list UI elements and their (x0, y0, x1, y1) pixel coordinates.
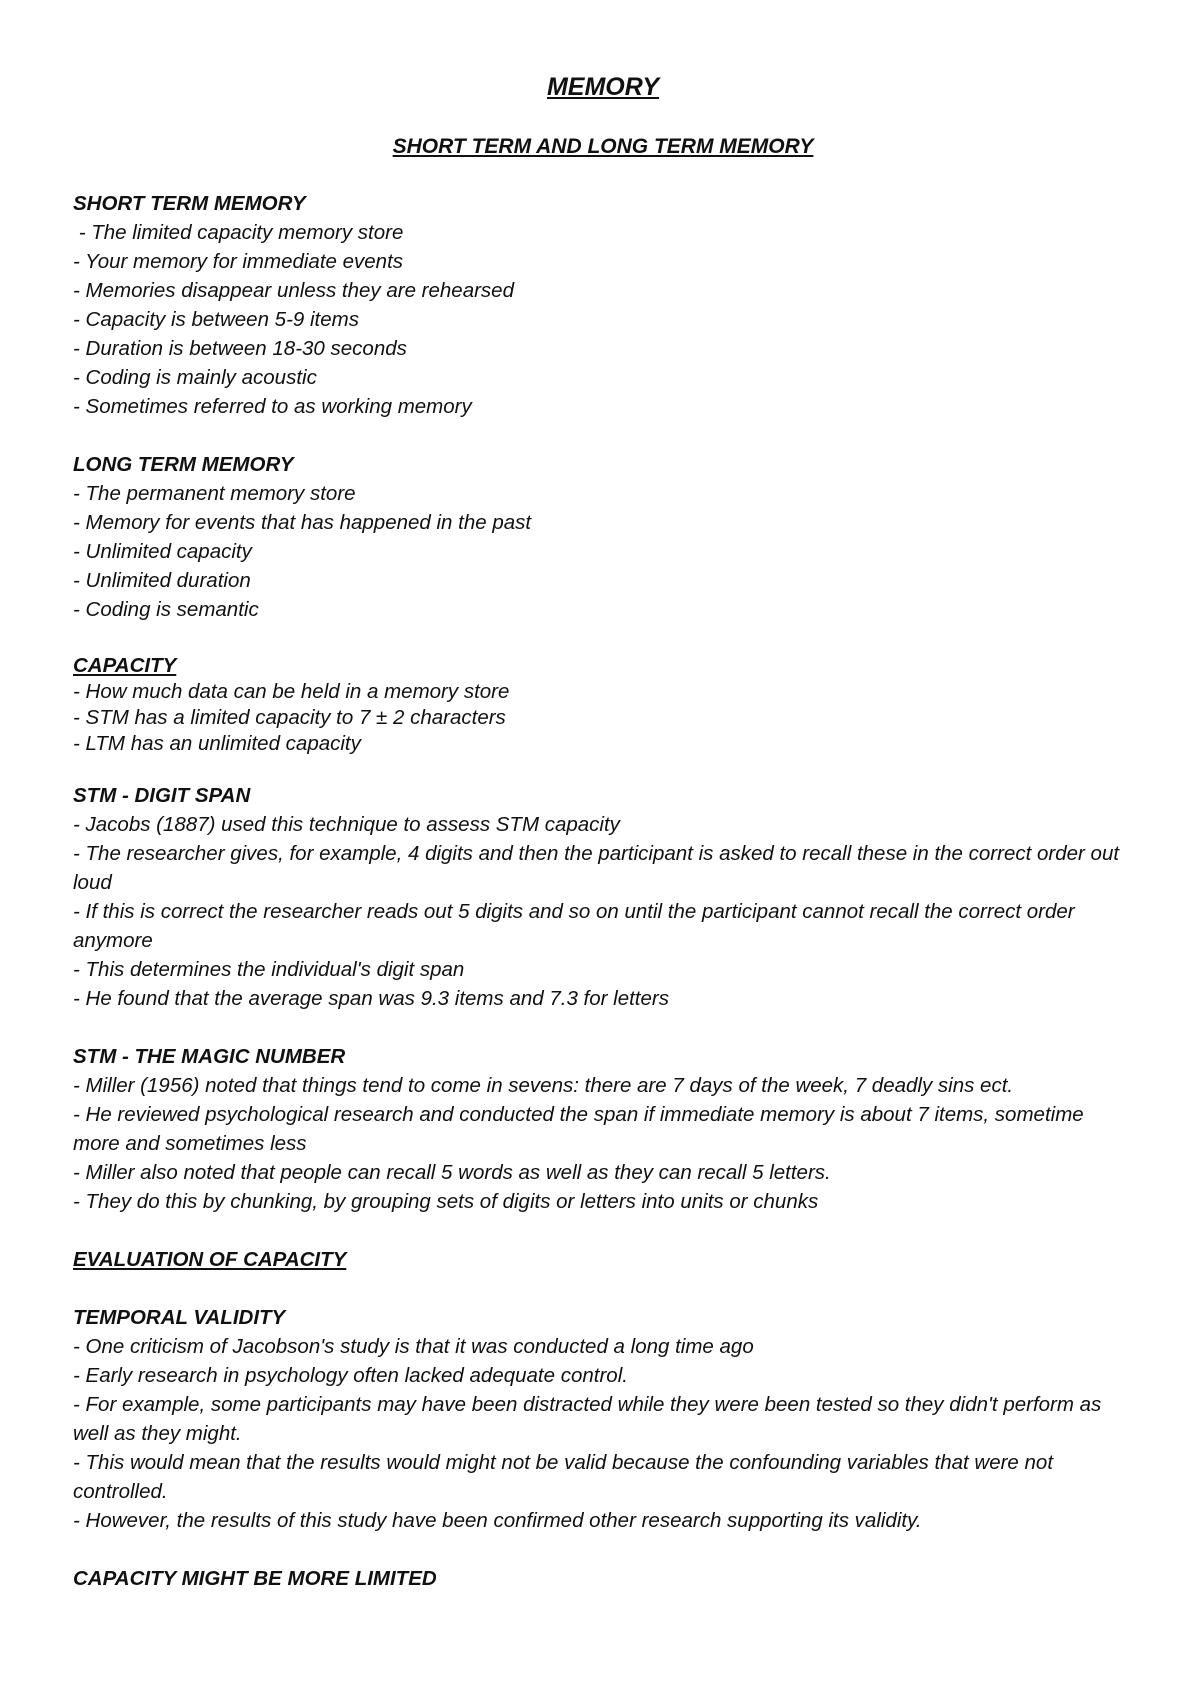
section-heading: STM - THE MAGIC NUMBER (73, 1045, 346, 1068)
section-long-term-memory (73, 450, 1133, 624)
bullet-line: - Coding is semantic (73, 598, 259, 621)
bullet-line: - Duration is between 18-30 seconds (73, 337, 407, 360)
bullet-line: - They do this by chunking, by grouping sets of digits or letters into units or chunks (73, 1190, 819, 1213)
bullet-line: - Sometimes referred to as working memory (73, 395, 472, 418)
bullet-line: - The permanent memory store (73, 482, 356, 505)
bullet-line: - One criticism of Jacobson's study is that it was conducted a long time ago (73, 1335, 754, 1358)
bullet-line: - He reviewed psychological research and conducted the span if immediate memory is about 7 items, sometime more and sometimes less (73, 1103, 1084, 1155)
bullet-line: - If this is correct the researcher reads out 5 digits and so on until the participant cannot recall the correct order anymore (73, 900, 1075, 952)
section-short-term-memory (73, 189, 1133, 421)
bullet-line: - Miller also noted that people can recall 5 words as well as they can recall 5 letters. (73, 1161, 831, 1184)
bullet-line: - Early research in psychology often lacked adequate control. (73, 1364, 628, 1387)
bullet-line: - Miller (1956) noted that things tend to come in sevens: there are 7 days of the week, 7 deadly sins ect. (73, 1074, 1014, 1097)
section-heading: CAPACITY (73, 654, 177, 677)
bullet-line: - Jacobs (1887) used this technique to assess STM capacity (73, 813, 620, 836)
section-heading: STM - DIGIT SPAN (73, 784, 251, 807)
bullet-line: - Your memory for immediate events (73, 250, 404, 273)
bullet-line: - Unlimited duration (73, 569, 251, 592)
section-heading: TEMPORAL VALIDITY (73, 1306, 286, 1329)
section-heading: SHORT TERM MEMORY (73, 192, 306, 215)
bullet-line: - Memories disappear unless they are rehearsed (73, 279, 514, 302)
bullet-line: - This would mean that the results would might not be valid because the confounding variables that were not controlled. (73, 1451, 1054, 1503)
bullet-line: - How much data can be held in a memory store (73, 680, 510, 703)
bullet-line: - Memory for events that has happened in the past (73, 511, 532, 534)
bullet-line: - He found that the average span was 9.3 items and 7.3 for letters (73, 987, 669, 1010)
section-heading-capacity-limited: CAPACITY MIGHT BE MORE LIMITED (73, 1567, 437, 1590)
section-heading-evaluation: EVALUATION OF CAPACITY (73, 1248, 347, 1271)
page-title: MEMORY (546, 73, 660, 101)
bullet-line: - For example, some participants may have been distracted while they were been tested so they didn't perform as well as they might. (73, 1393, 1102, 1445)
section-heading: LONG TERM MEMORY (73, 453, 294, 476)
bullet-line: - Coding is mainly acoustic (73, 366, 317, 389)
document-page (73, 70, 1133, 1593)
section-digit-span (73, 781, 1133, 1013)
bullet-line: - STM has a limited capacity to 7 ± 2 characters (73, 706, 506, 729)
bullet-line: - However, the results of this study have been confirmed other research supporting its validity. (73, 1509, 922, 1532)
bullet-line: - The limited capacity memory store (73, 221, 404, 244)
section-magic-number (73, 1042, 1133, 1216)
bullet-line: - Capacity is between 5-9 items (73, 308, 359, 331)
bullet-line: - This determines the individual's digit span (73, 958, 465, 981)
page-subtitle: SHORT TERM AND LONG TERM MEMORY (392, 135, 814, 158)
section-temporal-validity (73, 1303, 1133, 1535)
bullet-line: - Unlimited capacity (73, 540, 252, 563)
bullet-line: - The researcher gives, for example, 4 digits and then the participant is asked to recall these in the correct order out loud (73, 842, 1120, 894)
bullet-line: - LTM has an unlimited capacity (73, 732, 361, 755)
section-capacity (73, 653, 1133, 757)
